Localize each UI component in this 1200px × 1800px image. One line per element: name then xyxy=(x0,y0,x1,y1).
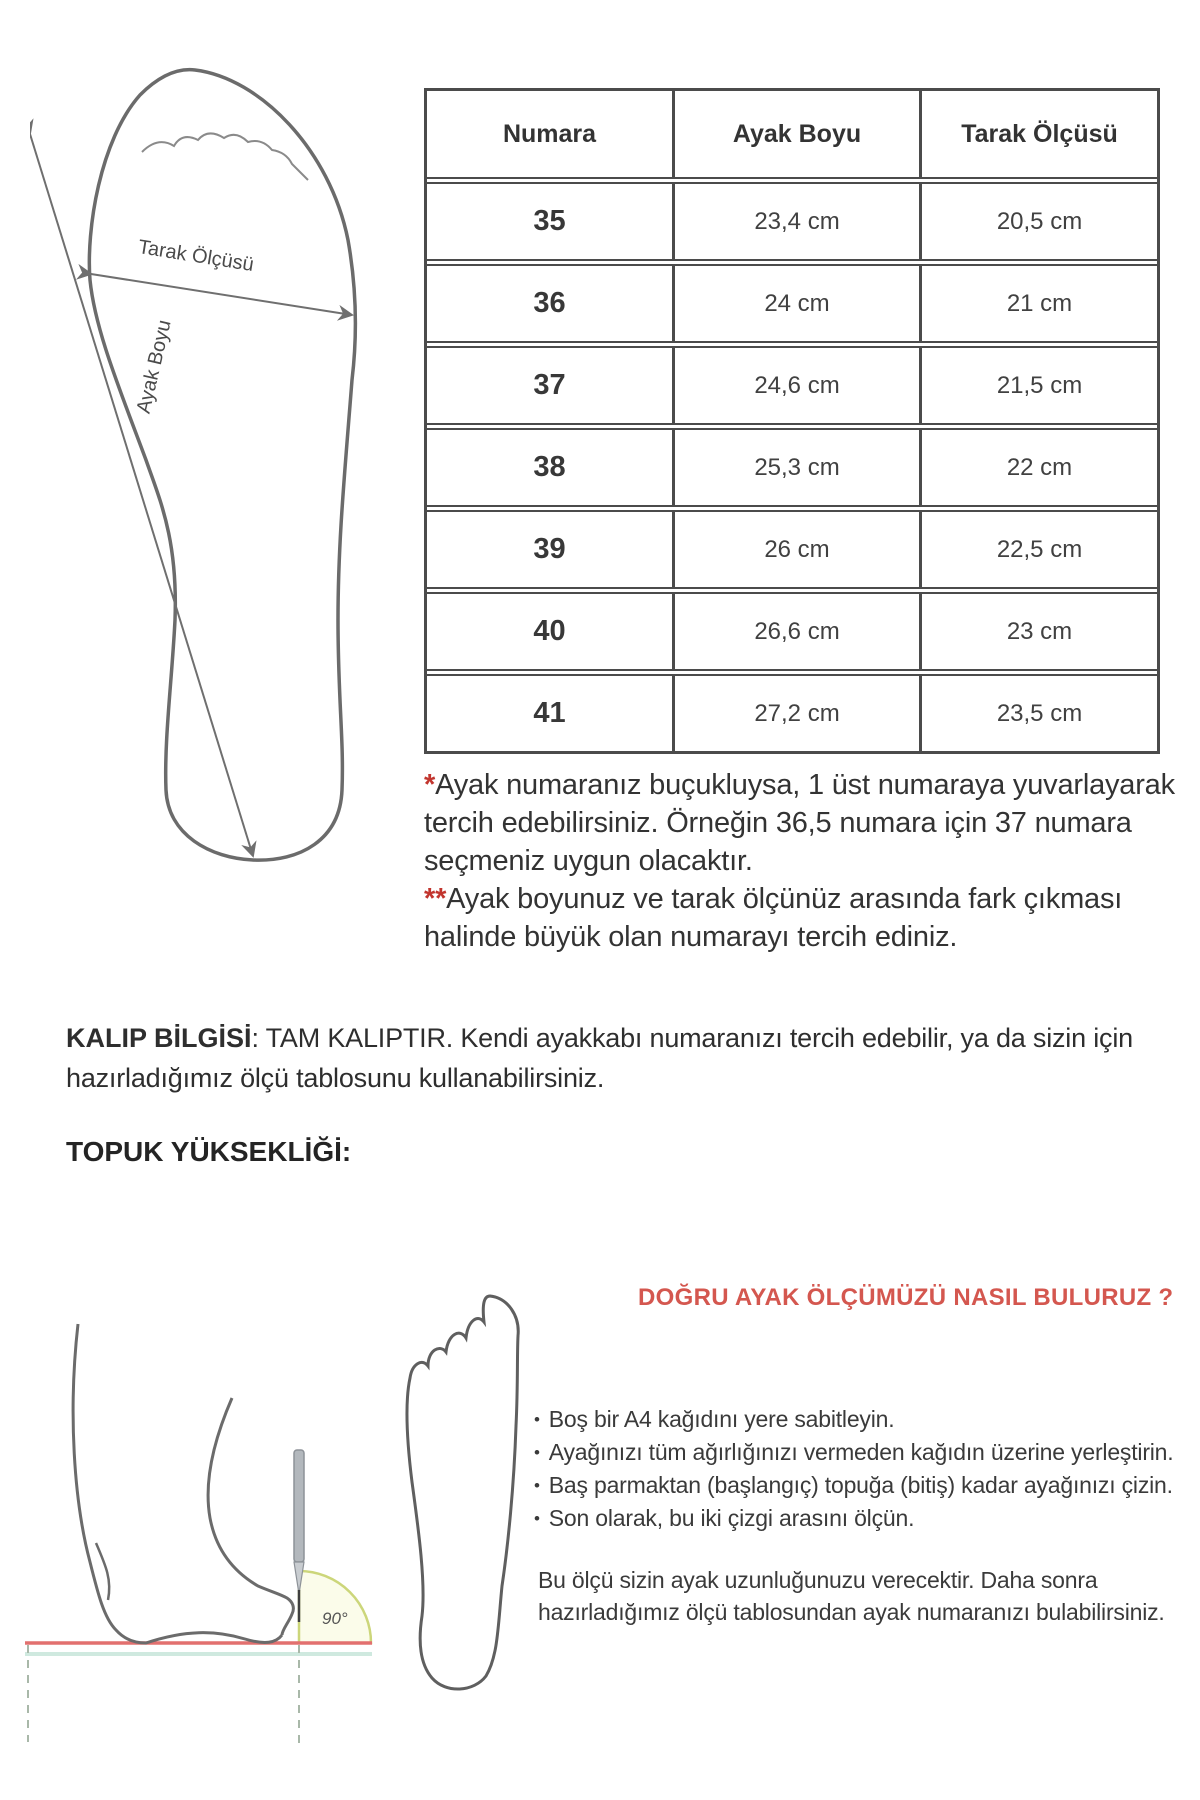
measure-step: • Son olarak, bu iki çizgi arasını ölçün. xyxy=(534,1503,1173,1536)
cell-numara: 41 xyxy=(427,676,675,751)
measure-guide-heading: DOĞRU AYAK ÖLÇÜMÜZÜ NASIL BULURUZ ? xyxy=(638,1284,1174,1311)
size-table-header-row xyxy=(427,91,1157,177)
cell-ayak-boyu: 26 cm xyxy=(675,512,922,587)
topuk-yuksekligi-heading: TOPUK YÜKSEKLİĞİ: xyxy=(66,1136,352,1167)
size-footnotes xyxy=(424,766,1194,956)
foot-insole-diagram xyxy=(30,50,365,870)
cell-tarak-olcusu: 20,5 cm xyxy=(996,207,1083,235)
measure-step: • Ayağınızı tüm ağırlığınızı vermeden kağıdın üzerine yerleştirin. xyxy=(534,1437,1173,1470)
width-arrow-label: Tarak Ölçüsü xyxy=(136,236,256,277)
measure-steps-list xyxy=(534,1404,1173,1536)
closing-line: Bu ölçü sizin ayak uzunluğunuzu verecektir. Daha sonra xyxy=(538,1567,1098,1593)
cell-tarak-olcusu: 23,5 cm xyxy=(996,699,1083,727)
kalip-line: hazırladığımız ölçü tablosunu kullanabilirsiniz. xyxy=(66,1063,605,1093)
table-row xyxy=(427,341,1157,423)
cell-numara: 36 xyxy=(427,266,675,341)
cell-numara: 38 xyxy=(427,430,675,505)
footnote-line: *Ayak numaranız buçukluysa, 1 üst numaraya yuvarlayarak xyxy=(424,769,1175,801)
width-arrow xyxy=(91,274,352,315)
angle-arc xyxy=(299,1571,371,1643)
table-row xyxy=(427,505,1157,587)
kalip-line: KALIP BİLGİSİ: TAM KALIPTIR. Kendi ayakkabı numaranızı tercih edebilir, ya da sizin için xyxy=(66,1023,1133,1053)
asterisk: * xyxy=(424,769,436,801)
cell-numara: 37 xyxy=(427,348,675,423)
size-table xyxy=(424,88,1160,754)
cell-tarak-olcusu: 21,5 cm xyxy=(996,371,1083,399)
header-ayak-boyu: Ayak Boyu xyxy=(675,91,922,177)
cell-numara: 35 xyxy=(427,184,675,259)
measure-step: • Boş bir A4 kağıdını yere sabitleyin. xyxy=(534,1404,1173,1437)
table-row xyxy=(427,587,1157,669)
cell-tarak-olcusu: 23 cm xyxy=(1006,617,1073,645)
cell-ayak-boyu: 25,3 cm xyxy=(675,430,922,505)
cell-ayak-boyu: 26,6 cm xyxy=(675,594,922,669)
pencil-body xyxy=(294,1450,304,1562)
footnote-line: **Ayak boyunuz ve tarak ölçünüz arasında fark çıkması xyxy=(424,883,1123,915)
table-row xyxy=(427,423,1157,505)
table-row xyxy=(427,669,1157,751)
cell-tarak-olcusu: 21 cm xyxy=(1006,289,1073,317)
table-row xyxy=(427,177,1157,259)
double-asterisk: ** xyxy=(424,883,447,915)
angle-label: 90° xyxy=(322,1609,348,1628)
cell-tarak-olcusu: 22 cm xyxy=(1006,453,1073,481)
cell-ayak-boyu: 27,2 cm xyxy=(675,676,922,751)
cell-tarak-olcusu: 22,5 cm xyxy=(996,535,1083,563)
closing-line: hazırladığımız ölçü tablosundan ayak numaranızı bulabilirsiniz. xyxy=(538,1599,1165,1625)
foot-front-outline xyxy=(208,1398,293,1635)
header-tarak-olcusu: Tarak Ölçüsü xyxy=(961,119,1118,148)
foot-back-outline xyxy=(73,1324,282,1643)
measure-step: • Baş parmaktan (başlangıç) topuğa (bitiş) kadar ayağınızı çizin. xyxy=(534,1470,1173,1503)
footnote-line: tercih edebilirsiniz. Örneğin 36,5 numara için 37 numara xyxy=(424,807,1132,839)
header-numara: Numara xyxy=(427,91,675,177)
length-arrow-label: Ayak Boyu xyxy=(132,317,176,416)
footprint-diagram xyxy=(368,1286,558,1711)
insole-outline xyxy=(89,70,355,860)
footprint-outline xyxy=(407,1296,518,1689)
cell-numara: 39 xyxy=(427,512,675,587)
closing-paragraph xyxy=(538,1564,1165,1628)
toe-wave-line xyxy=(142,133,308,180)
foot-side-view-diagram xyxy=(10,1322,385,1747)
footnote-line: seçmeniz uygun olacaktır. xyxy=(424,845,753,877)
cell-ayak-boyu: 24,6 cm xyxy=(675,348,922,423)
cell-ayak-boyu: 24 cm xyxy=(675,266,922,341)
kalip-label: KALIP BİLGİSİ xyxy=(66,1023,252,1053)
cell-ayak-boyu: 23,4 cm xyxy=(675,184,922,259)
footnote-line: halinde büyük olan numarayı tercih ediniz. xyxy=(424,921,958,953)
cell-numara: 40 xyxy=(427,594,675,669)
table-row xyxy=(427,259,1157,341)
kalip-bilgisi-paragraph xyxy=(66,1018,1186,1098)
